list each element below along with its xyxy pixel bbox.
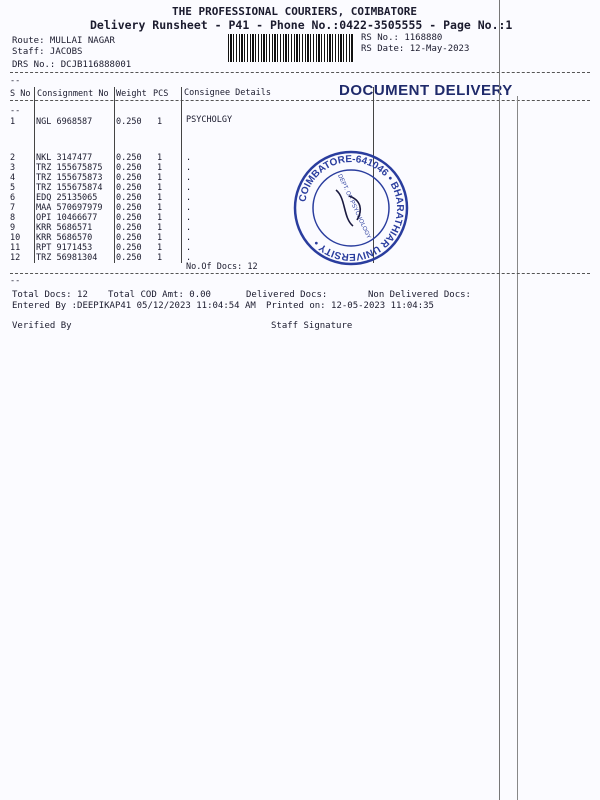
separator-rows-end [10,273,590,274]
row-consignee: . [186,183,192,193]
row-pcs: 1 [157,243,163,253]
row-1-consignee: PSYCHOLGY [186,115,233,125]
row-sno: 5 [10,183,16,193]
row-pcs: 1 [157,193,163,203]
row-pcs: 1 [157,253,163,263]
row-consignment: KRR 5686571 [36,223,93,233]
row-sno: 7 [10,203,16,213]
row-sno: 11 [10,243,21,253]
col-weight: Weight [116,89,147,99]
row-consignee: . [186,223,192,233]
row-sno: 12 [10,253,21,263]
entered-by: Entered By :DEEPIKAP41 05/12/2023 11:04:54 AM [12,301,256,311]
row-weight: 0.250 [116,183,142,193]
row-1-weight: 0.250 [116,117,142,127]
row-consignment: MAA 570697979 [36,203,103,213]
row-pcs: 1 [157,153,163,163]
separator-mark: -- [10,76,21,86]
rs-date: RS Date: 12-May-2023 [361,44,470,54]
row-consignment: KRR 5686570 [36,233,93,243]
route: Route: MULLAI NAGAR [12,36,115,46]
row-consignment: OPI 10466677 [36,213,98,223]
seal-inner-text: DEPT. OF PSYCHOLOGY [336,173,372,241]
table-row [10,223,226,233]
table-row [10,243,226,253]
staff-signature: Staff Signature [271,321,353,331]
col-consignee: Consignee Details [184,88,271,98]
table-row [10,163,226,173]
row-sno: 3 [10,163,16,173]
scan-line [517,96,518,800]
row-pcs: 1 [157,183,163,193]
row-sno: 8 [10,213,16,223]
row-pcs: 1 [157,163,163,173]
table-row [10,183,226,193]
row-consignment: TRZ 56981304 [36,253,98,263]
drs-number: DRS No.: DCJB116888001 [12,60,132,70]
row-pcs: 1 [157,213,163,223]
row-weight: 0.250 [116,253,142,263]
row-consignee: . [186,233,192,243]
rs-number: RS No.: 1168880 [361,33,443,43]
row-weight: 0.250 [116,193,142,203]
row-consignee: . [186,213,192,223]
row-weight: 0.250 [116,173,142,183]
row-1-sno: 1 [10,117,16,127]
row-consignee: . [186,203,192,213]
row-weight: 0.250 [116,213,142,223]
row-consignee: . [186,173,192,183]
row-sno: 4 [10,173,16,183]
row-consignment: TRZ 155675874 [36,183,103,193]
row-consignee: . [186,163,192,173]
row-sno: 10 [10,233,21,243]
total-docs: Total Docs: 12 [12,290,88,300]
non-delivered-docs: Non Delivered Docs: [368,290,471,300]
row-consignment: TRZ 155675875 [36,163,103,173]
row-consignee: . [186,153,192,163]
table-row [10,153,226,163]
total-cod: Total COD Amt: 0.00 [108,290,211,300]
row-consignee: . [186,243,192,253]
row-pcs: 1 [157,203,163,213]
staff: Staff: JACOBS [12,47,83,57]
row-consignment: RPT 9171453 [36,243,93,253]
row-pcs: 1 [157,233,163,243]
row-weight: 0.250 [116,243,142,253]
row-sno: 2 [10,153,16,163]
row-consignment: EDQ 25135065 [36,193,98,203]
university-seal [291,148,411,268]
row-weight: 0.250 [116,163,142,173]
seal-outer-text: COIMBATORE-641046 • BHARATHIAR UNIVERSITY • [297,153,406,263]
col-divider-5 [499,0,500,800]
row-pcs: 1 [157,173,163,183]
table-row [10,233,226,243]
col-sno: S No [10,89,31,99]
delivered-docs: Delivered Docs: [246,290,328,300]
row-pcs: 1 [157,223,163,233]
row-weight: 0.250 [116,153,142,163]
row-consignment: NKL 3147477 [36,153,93,163]
separator-top [10,72,590,73]
consignment-table [10,153,226,263]
row-sno: 9 [10,223,16,233]
row-consignment: TRZ 155675873 [36,173,103,183]
table-row [10,193,226,203]
table-row [10,203,226,213]
barcode [228,34,354,62]
separator-mark-2: -- [10,276,21,286]
company-name: THE PROFESSIONAL COURIERS, COIMBATORE [172,5,418,18]
row-1-pcs: 1 [157,117,163,127]
row-consignee: . [186,193,192,203]
no-of-docs: No.Of Docs: 12 [186,262,258,272]
row-consignee: . [186,253,192,263]
verified-by: Verified By [12,321,72,331]
col-pcs: PCS [153,89,169,99]
col-consignment: Consignment No [37,89,109,99]
row-weight: 0.250 [116,203,142,213]
row-1-consignment: NGL 6968587 [36,117,93,127]
table-row [10,173,226,183]
separator-header [10,100,590,101]
printed-on: Printed on: 12-05-2023 11:04:35 [266,301,434,311]
row-weight: 0.250 [116,233,142,243]
document-delivery-stamp: DOCUMENT DELIVERY [339,82,513,99]
table-row [10,213,226,223]
row-mark: -- [10,106,21,116]
runsheet-title: Delivery Runsheet - P41 - Phone No.:0422-3505555 - Page No.:1 [90,18,513,32]
row-sno: 6 [10,193,16,203]
row-weight: 0.250 [116,223,142,233]
